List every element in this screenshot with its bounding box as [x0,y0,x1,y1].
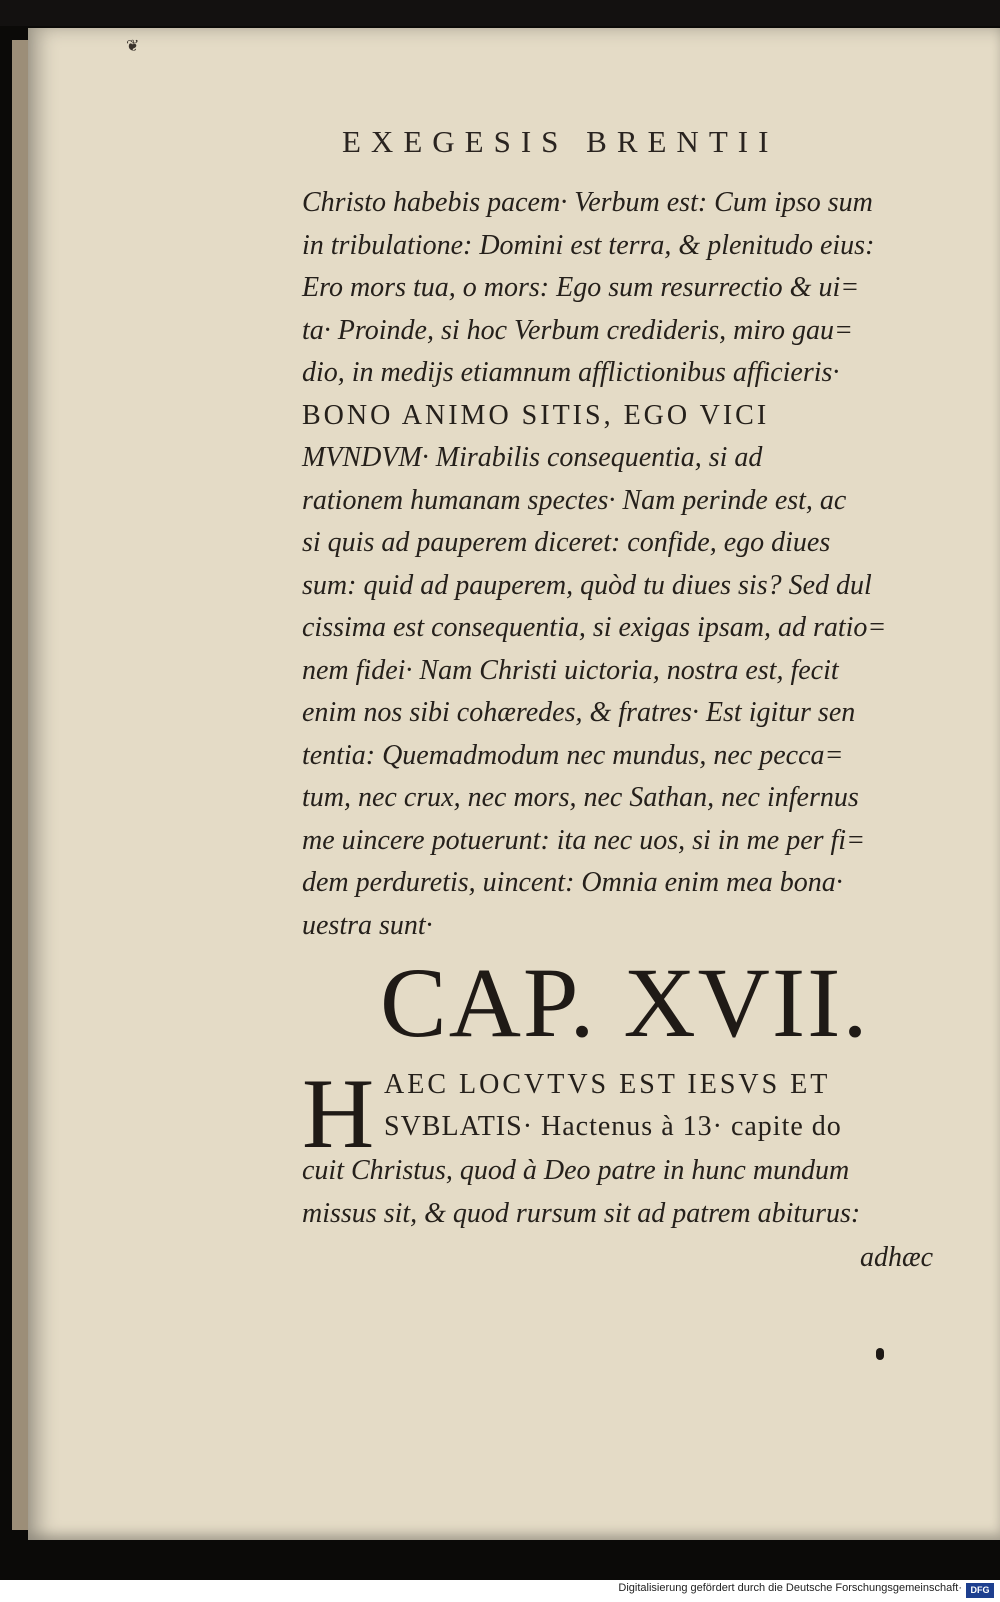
text-line: BONO ANIMO SITIS, EGO VICI [302,399,770,431]
top-dark-strip [0,0,1000,26]
chapter-opening [384,1064,944,1148]
text-line: dio, in medijs etiamnum afflictionibus afficieris· [302,357,840,388]
funding-credit: Digitalisierung gefördert durch die Deutsche Forschungsgemeinschaft· [618,1582,962,1594]
body-text [302,182,942,947]
text-line: sum: quid ad pauperem, quòd tu diues sis? Sed dul [302,569,872,601]
chapter-text [302,1150,942,1235]
page-edge [12,40,28,1530]
text-line: Ero mors tua, o mors: Ego sum resurrectio & ui= [302,272,860,303]
text-line: Christo habebis pacem· Verbum est: Cum ipso sum [302,187,873,218]
ornament-mark: ❦ [126,38,140,55]
text-line: SVBLATIS· Hactenus à 13· capite do [384,1111,842,1142]
text-line: enim nos sibi cohæredes, & fratres· Est igitur sen [302,697,856,728]
text-line: missus sit, & quod rursum sit ad patrem abiturus: [302,1197,861,1229]
text-line: ta· Proinde, si hoc Verbum credideris, miro gau= [302,314,853,346]
catchword: adhæc [860,1242,934,1273]
text-line: tum, nec crux, nec mors, nec Sathan, nec infernus [302,782,859,813]
dfg-logo: DFG [966,1583,994,1598]
text-line: si quis ad pauperem diceret: confide, ego diues [302,527,831,558]
chapter-heading: CAP. XVII. [380,947,870,1058]
text-line: nem fidei· Nam Christi uictoria, nostra est, fecit [302,654,839,686]
text-line: me uincere potuerunt: ita nec uos, si in me per fi= [302,824,865,856]
text-line: rationem humanam spectes· Nam perinde est, ac [302,484,847,516]
text-line: dem perduretis, uincent: Omnia enim mea bona· [302,867,843,898]
text-line: cissima est consequentia, si exigas ipsam, ad ratio= [302,612,887,643]
text-line: tentia: Quemadmodum nec mundus, nec pecca= [302,739,844,771]
text-line: cuit Christus, quod à Deo patre in hunc mundum [302,1155,850,1186]
ink-spot [876,1348,884,1360]
footer-bar [0,1580,1000,1602]
text-line: uestra sunt· [302,909,433,941]
running-head: EXEGESIS BRENTII [342,124,779,159]
text-line: AEC LOCVTVS EST IESVS ET [384,1069,831,1100]
text-line: MVNDVM· Mirabilis consequentia, si ad [302,442,763,473]
text-line: in tribulatione: Domini est terra, & plenitudo eius: [302,229,875,261]
drop-cap: H [302,1058,375,1169]
